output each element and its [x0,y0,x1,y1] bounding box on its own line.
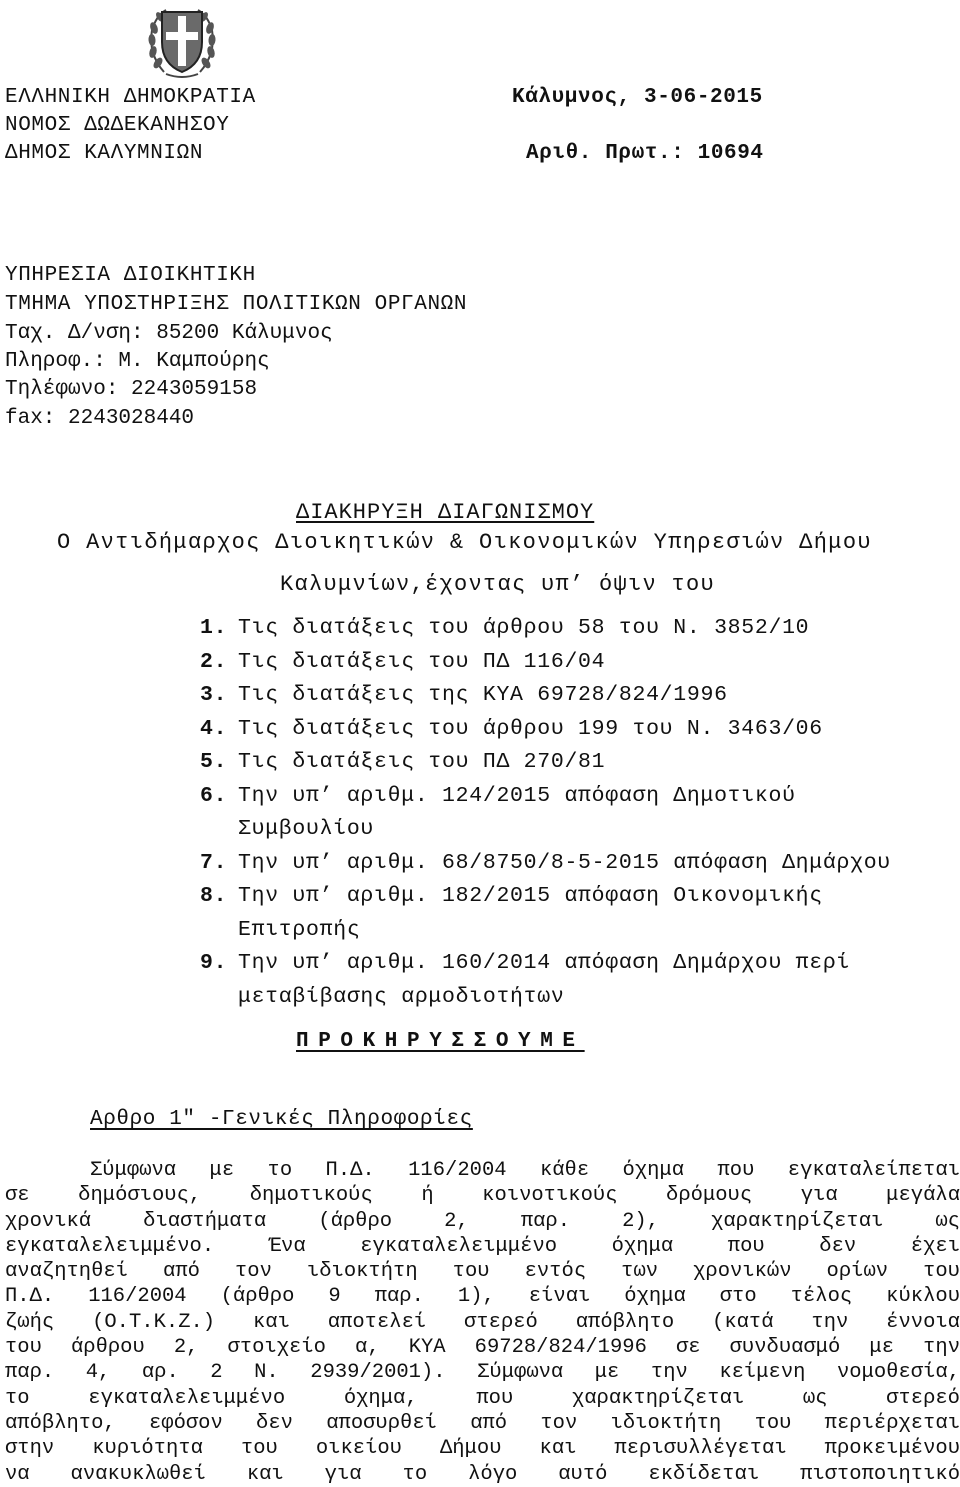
body-line: να ανακυκλωθεί και για το λόγο αυτό εκδίδεται πιστοποιητικό [5,1462,960,1486]
list-item-number: 7. [200,850,228,875]
considerations-list [200,612,958,1014]
list-item-number: 3. [200,683,228,707]
body-line: παρ. 4, αρ. 2 Ν. 2939/2001). Σύμφωνα με την κείμενη νομοθεσία, [5,1361,960,1385]
intro-line-1: Ο Αντιδήμαρχος Διοικητικών & Οικονομικών Υπηρεσιών Δήμου [57,530,872,555]
list-item-number: 6. [200,783,228,808]
issuer-country: ΕΛΛΗΝΙΚΗ ΔΗΜΟΚΡΑΤΙΑ [5,86,256,109]
list-item-number: 5. [200,750,228,774]
list-item-text: Τις διατάξεις του ΠΔ 270/81 [238,750,606,774]
body-line: του άρθρου 2, στοιχείο α, ΚΥΑ 69728/824/1996 σε συνδυασμό με την [5,1336,960,1360]
body-line: στην κυριότητα του οικείου Δήμου και περισυλλέγεται προκειμένου [5,1437,960,1461]
list-item-text: Τις διατάξεις του ΠΔ 116/04 [238,649,606,674]
list-item [200,713,958,747]
list-item [200,612,958,646]
body-line: σε δημόσιους, δημοτικούς ή κοινοτικούς δρόμους για μεγάλα [5,1184,960,1208]
article-heading: Αρθρο 1" -Γενικές Πληροφορίες [90,1108,473,1131]
issuer-prefecture: ΝΟΜΟΣ ΔΩΔΕΚΑΝΗΣΟΥ [5,114,230,137]
list-item-text: Τις διατάξεις του άρθρου 199 του Ν. 3463/06 [238,716,823,741]
list-item [200,746,958,780]
body-line: ζωής (Ο.Τ.Κ.Ζ.) και αποτελεί στερεό απόβλητο (κατά την έννοια [5,1310,960,1334]
list-item-number: 1. [200,616,228,640]
list-item [200,679,958,713]
issuer-municipality: ΔΗΜΟΣ ΚΑΛΥΜΝΙΩΝ [5,142,204,165]
body-line: αναζητηθεί από τον ιδιοκτήτη του εντός των χρονικών ορίων του [5,1260,960,1284]
body-line: Π.Δ. 116/2004 (άρθρο 9 παρ. 1), είναι όχημα στο τέλος κύκλου [5,1285,960,1309]
coat-of-arms-emblem [142,2,222,80]
list-item-number: 8. [200,884,228,908]
phone-number: Τηλέφωνο: 2243059158 [5,378,258,401]
list-item [200,780,958,847]
list-item [200,880,958,947]
service-name: ΥΠΗΡΕΣΙΑ ΔΙΟΙΚΗΤΙΚΗ [5,264,256,287]
document-title: ΔΙΑΚΗΡΥΞΗ ΔΙΑΓΩΝΙΣΜΟΥ [296,500,595,525]
fax-number: fax: 2243028440 [5,407,195,430]
body-line: το εγκαταλελειμμένο όχημα, που χαρακτηρίζεται ως στερεό [5,1386,960,1410]
intro-line-2: Καλυμνίων,έχοντας υπ’ όψιν του [280,572,716,597]
place-date: Κάλυμνος, 3-06-2015 [512,86,763,109]
list-item-text: Την υπ’ αριθμ. 160/2014 απόφαση Δημάρχου περί μεταβίβασης αρμοδιοτήτων [238,951,851,1009]
list-item [200,646,958,680]
list-item [200,847,958,881]
list-item-text: Τις διατάξεις του άρθρου 58 του Ν. 3852/10 [238,616,810,640]
body-line: Σύμφωνα με το Π.Δ. 116/2004 κάθε όχημα που εγκαταλείπεται [90,1159,960,1182]
list-item-text: Την υπ’ αριθμ. 124/2015 απόφαση Δημοτικού Συμβουλίου [238,783,796,841]
proclamation-heading: ΠΡΟΚΗΡΥΣΣΟΥΜΕ [296,1030,585,1053]
body-line: απόβλητο, εφόσον δεν αποσυρθεί από τον ιδιοκτήτη του περιέρχεται [5,1411,960,1435]
list-item-text: Την υπ’ αριθμ. 68/8750/8-5-2015 απόφαση Δημάρχου [238,850,891,875]
body-line: χρονικά διαστήματα (άρθρο 2, παρ. 2), χαρακτηρίζεται ως [5,1209,960,1233]
contact-person: Πληροφ.: Μ. Καμπούρης [5,350,270,373]
department-name: ΤΜΗΜΑ ΥΠΟΣΤΗΡΙΞΗΣ ΠΟΛΙΤΙΚΩΝ ΟΡΓΑΝΩΝ [5,293,468,316]
postal-address: Ταχ. Δ/νση: 85200 Κάλυμνος [5,322,333,345]
list-item [200,947,958,1014]
list-item-number: 4. [200,716,228,741]
list-item-number: 9. [200,951,228,975]
protocol-number: Αριθ. Πρωτ.: 10694 [526,142,764,165]
article-body [5,1158,960,1487]
body-line: εγκαταλελειμμένο. Ένα εγκαταλελειμμένο όχημα που δεν έχει [5,1234,960,1258]
list-item-text: Τις διατάξεις της ΚΥΑ 69728/824/1996 [238,683,728,707]
list-item-text: Την υπ’ αριθμ. 182/2015 απόφαση Οικονομικής Επιτροπής [238,884,823,942]
list-item-number: 2. [200,649,228,674]
